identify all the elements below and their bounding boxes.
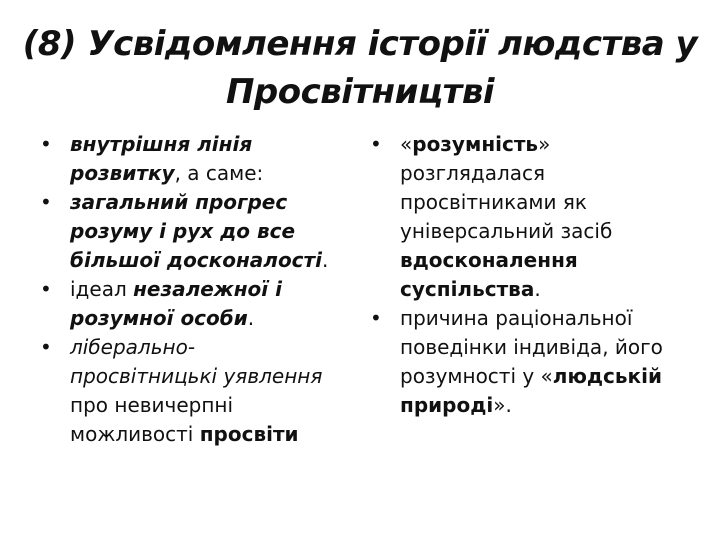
text-emphasis: внутрішня лінія розвитку (70, 132, 253, 185)
bullet-icon: • (40, 132, 52, 156)
text-bold: просвіти (199, 422, 299, 446)
text-plain: причина раціональної поведінки індивіда, його розумності у « (400, 306, 663, 388)
text-plain: , а саме: (174, 161, 264, 185)
right-column (370, 130, 700, 420)
text-plain: . (321, 248, 329, 272)
list-item (370, 130, 700, 304)
text-plain: « (400, 132, 413, 156)
text-plain: » розглядалася просвітниками як універсальний засіб (400, 132, 613, 243)
text-bold: вдосконалення суспільства (400, 248, 578, 301)
text-plain: . (247, 306, 255, 330)
text-emphasis: загальний прогрес розуму і рух до все більшої досконалості (70, 190, 322, 272)
slide-title (0, 20, 720, 116)
bullet-icon: • (370, 306, 382, 330)
bullet-icon: • (40, 335, 52, 359)
list-item (40, 275, 340, 333)
text-italic: ліберально-просвітницькі уявлення (70, 335, 323, 388)
list-item (370, 304, 700, 420)
list-item (40, 333, 340, 449)
list-item (40, 130, 340, 188)
bullet-icon: • (40, 190, 52, 214)
bullet-icon: • (40, 277, 52, 301)
text-plain: ідеал (70, 277, 134, 301)
title-line-2: Просвітництві (225, 72, 495, 112)
left-column (40, 130, 340, 449)
bullet-icon: • (370, 132, 382, 156)
text-emphasis: незалежної і розумної особи (70, 277, 282, 330)
text-plain: про невичерпні можливості (70, 393, 234, 446)
title-line-1: (8) Усвідомлення історії людства у (22, 24, 698, 64)
list-item (40, 188, 340, 275)
text-plain: . (534, 277, 541, 301)
text-bold: розумність (412, 132, 539, 156)
text-bold: людській природі (400, 364, 662, 417)
left-bullet-list (40, 130, 340, 449)
right-bullet-list (370, 130, 700, 420)
text-plain: ». (493, 393, 512, 417)
